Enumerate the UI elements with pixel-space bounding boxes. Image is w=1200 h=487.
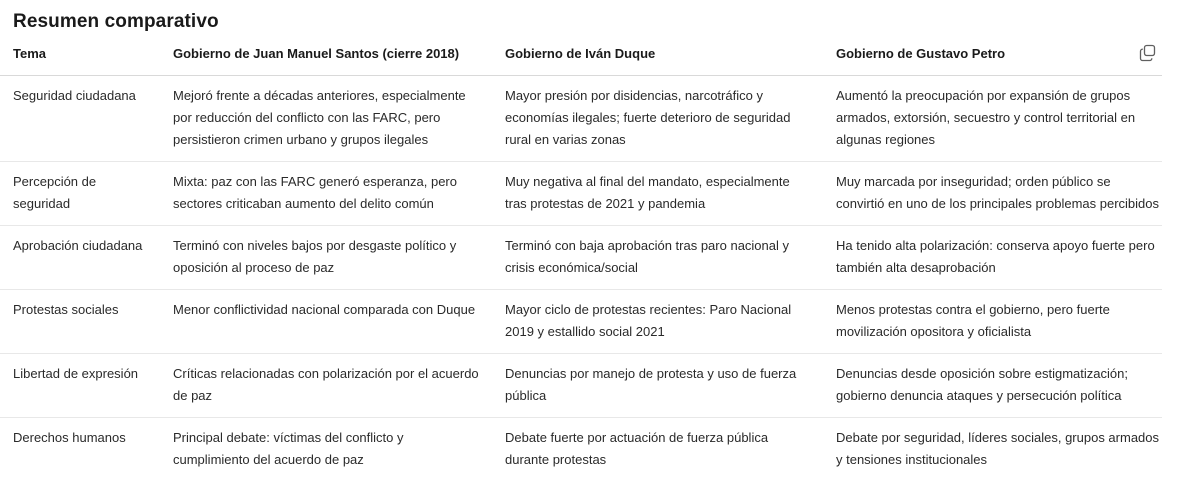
cell-tema: Percepción de seguridad	[0, 162, 161, 226]
table-header-row	[0, 38, 1162, 76]
cell-santos: Principal debate: víctimas del conflicto y cumplimiento del acuerdo de paz	[173, 430, 404, 467]
comparison-table	[0, 38, 1162, 481]
cell-tema: Libertad de expresión	[0, 354, 161, 418]
cell-duque: Debate fuerte por actuación de fuerza pública durante protestas	[505, 430, 769, 467]
cell-santos: Terminó con niveles bajos por desgaste político y oposición al proceso de paz	[161, 226, 493, 290]
comparison-table-wrapper	[0, 38, 1162, 481]
cell-santos: Mixta: paz con las FARC generó esperanza, pero sectores criticaban aumento del delito común	[161, 162, 493, 226]
cell-petro: Muy marcada por inseguridad; orden público se convirtió en uno de los principales problemas percibidos	[824, 162, 1162, 226]
cell-santos: Críticas relacionadas con polarización por el acuerdo de paz	[161, 354, 493, 418]
header-tema: Tema	[0, 38, 161, 76]
cell-duque: Mayor presión por disidencias, narcotráfico y economías ilegales; fuerte deterioro de seguridad rural en varias zonas	[493, 76, 824, 162]
cell-petro: Debate por seguridad, líderes sociales, grupos armados y tensiones institucionales	[836, 430, 1160, 467]
cell-petro: Ha tenido alta polarización: conserva apoyo fuerte pero también alta desaprobación	[824, 226, 1162, 290]
header-petro: Gobierno de Gustavo Petro	[824, 38, 1162, 76]
cell-duque: Mayor ciclo de protestas recientes: Paro Nacional 2019 y estallido social 2021	[493, 290, 824, 354]
table-row	[0, 162, 1162, 226]
table-row	[0, 418, 1162, 482]
cell-tema: Derechos humanos	[13, 430, 126, 445]
cell-tema: Aprobación ciudadana	[0, 226, 161, 290]
cell-santos: Mejoró frente a décadas anteriores, especialmente por reducción del conflicto con las FARC, pero persistieron crimen urbano y grupos ilegales	[161, 76, 493, 162]
cell-duque: Terminó con baja aprobación tras paro nacional y crisis económica/social	[493, 226, 824, 290]
cell-santos: Menor conflictividad nacional comparada con Duque	[161, 290, 493, 354]
cell-tema: Seguridad ciudadana	[0, 76, 161, 162]
table-row	[0, 290, 1162, 354]
cell-duque: Muy negativa al final del mandato, especialmente tras protestas de 2021 y pandemia	[493, 162, 824, 226]
cell-petro: Menos protestas contra el gobierno, pero fuerte movilización opositora y oficialista	[824, 290, 1162, 354]
cell-duque: Denuncias por manejo de protesta y uso de fuerza pública	[493, 354, 824, 418]
cell-petro: Aumentó la preocupación por expansión de grupos armados, extorsión, secuestro y control territorial en algunas regiones	[824, 76, 1162, 162]
section-title: Resumen comparativo	[13, 11, 219, 32]
header-santos: Gobierno de Juan Manuel Santos (cierre 2018)	[161, 38, 493, 76]
cell-petro: Denuncias desde oposición sobre estigmatización; gobierno denuncia ataques y persecución política	[824, 354, 1162, 418]
header-duque: Gobierno de Iván Duque	[493, 38, 824, 76]
table-row	[0, 76, 1162, 162]
table-row	[0, 354, 1162, 418]
cell-tema: Protestas sociales	[0, 290, 161, 354]
table-row	[0, 226, 1162, 290]
